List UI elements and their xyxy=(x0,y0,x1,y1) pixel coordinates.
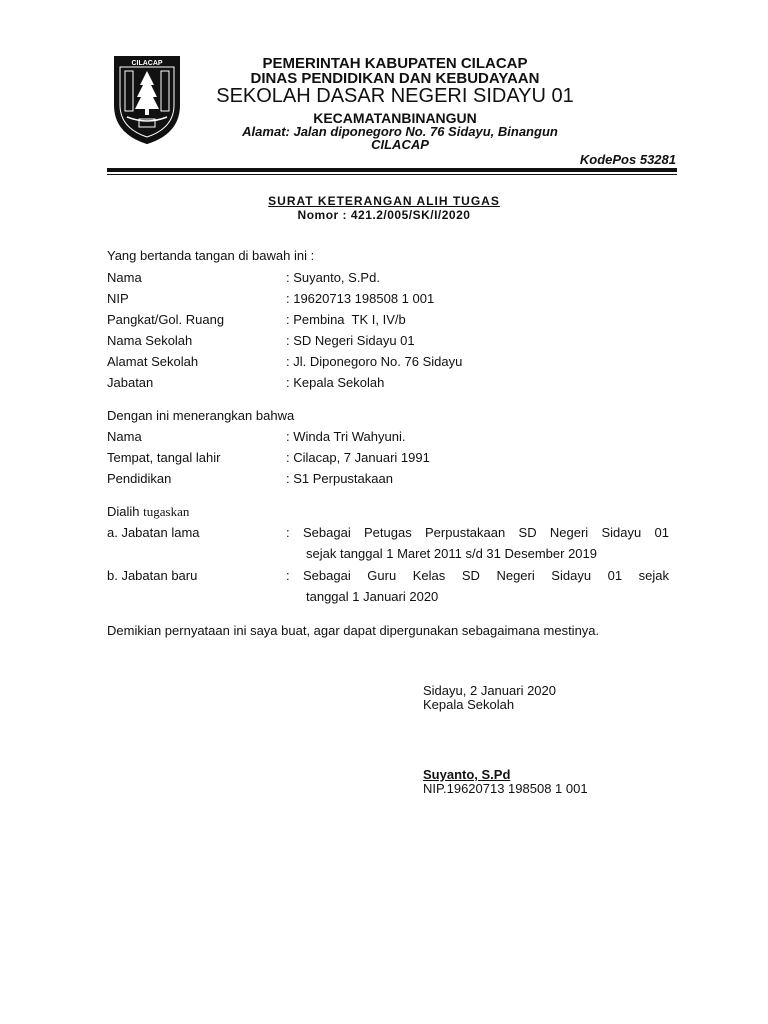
letterhead-government: PEMERINTAH KABUPATEN CILACAP xyxy=(262,55,528,72)
transfer-intro-text: Dialih xyxy=(107,504,144,519)
signer-name-label: Nama xyxy=(107,270,142,285)
signer-school-label: Nama Sekolah xyxy=(107,333,193,348)
signer-school-value: : SD Negeri Sidayu 01 xyxy=(286,333,415,348)
signature-name: Suyanto, S.Pd xyxy=(423,767,511,782)
signer-nip-value: : 19620713 198508 1 001 xyxy=(286,291,435,306)
signer-school-address-label: Alamat Sekolah xyxy=(107,354,199,369)
letterhead-department: DINAS PENDIDIKAN DAN KEBUDAYAAN xyxy=(250,70,540,87)
signer-name-value: : Suyanto, S.Pd. xyxy=(286,270,380,285)
letterhead-address: Alamat: Jalan diponegoro No. 76 Sidayu, Binangun xyxy=(242,124,558,139)
signer-nip-label: NIP xyxy=(107,291,129,306)
old-position-colon: : xyxy=(286,525,290,540)
new-position-line1: Sebagai Guru Kelas SD Negeri Sidayu 01 sejak xyxy=(303,568,669,583)
old-position-label: a. Jabatan lama xyxy=(107,525,200,540)
new-position-colon: : xyxy=(286,568,290,583)
subject-birth-value: : Cilacap, 7 Januari 1991 xyxy=(286,450,430,465)
signer-rank-value: : Pembina TK I, IV/b xyxy=(286,312,406,327)
new-position-label: b. Jabatan baru xyxy=(107,568,198,583)
letterhead-school-name: SEKOLAH DASAR NEGERI SIDAYU 01 xyxy=(216,85,574,107)
letterhead-divider-thin xyxy=(107,174,677,175)
document-number: Nomor : 421.2/005/SK/I/2020 xyxy=(297,208,471,222)
letterhead-city: CILACAP xyxy=(371,137,429,152)
transfer-intro-serif: tugaskan xyxy=(143,504,190,519)
letterhead-postal-code: KodePos 53281 xyxy=(579,152,676,167)
signature-position: Kepala Sekolah xyxy=(423,697,515,712)
subject-name-label: Nama xyxy=(107,429,142,444)
signature-place-date: Sidayu, 2 Januari 2020 xyxy=(423,683,556,698)
subject-education-label: Pendidikan xyxy=(107,471,172,486)
closing-statement: Demikian pernyataan ini saya buat, agar dapat dipergunakan sebagaimana mestinya. xyxy=(107,623,600,638)
signature-nip: NIP.19620713 198508 1 001 xyxy=(423,781,588,796)
signer-position-value: : Kepala Sekolah xyxy=(286,375,385,390)
letterhead-district: KECAMATANBINANGUN xyxy=(313,110,477,126)
signer-school-address-value: : Jl. Diponegoro No. 76 Sidayu xyxy=(286,354,463,369)
transfer-intro xyxy=(107,504,189,520)
letterhead-divider-thick xyxy=(107,168,677,172)
subject-name-value: : Winda Tri Wahyuni. xyxy=(286,429,406,444)
svg-text:CILACAP: CILACAP xyxy=(131,60,163,67)
subject-education-value: : S1 Perpustakaan xyxy=(286,471,393,486)
old-position-line1: Sebagai Petugas Perpustakaan SD Negeri Sidayu 01 xyxy=(303,525,669,540)
old-position-line2: sejak tanggal 1 Maret 2011 s/d 31 Desember 2019 xyxy=(306,546,597,561)
signer-rank-label: Pangkat/Gol. Ruang xyxy=(107,312,225,327)
subject-intro: Dengan ini menerangkan bahwa xyxy=(107,408,295,423)
signer-position-label: Jabatan xyxy=(107,375,154,390)
document-title: SURAT KETERANGAN ALIH TUGAS xyxy=(268,194,500,208)
new-position-line2: tanggal 1 Januari 2020 xyxy=(306,589,439,604)
subject-birth-label: Tempat, tangal lahir xyxy=(107,450,221,465)
signer-intro: Yang bertanda tangan di bawah ini : xyxy=(107,248,315,263)
